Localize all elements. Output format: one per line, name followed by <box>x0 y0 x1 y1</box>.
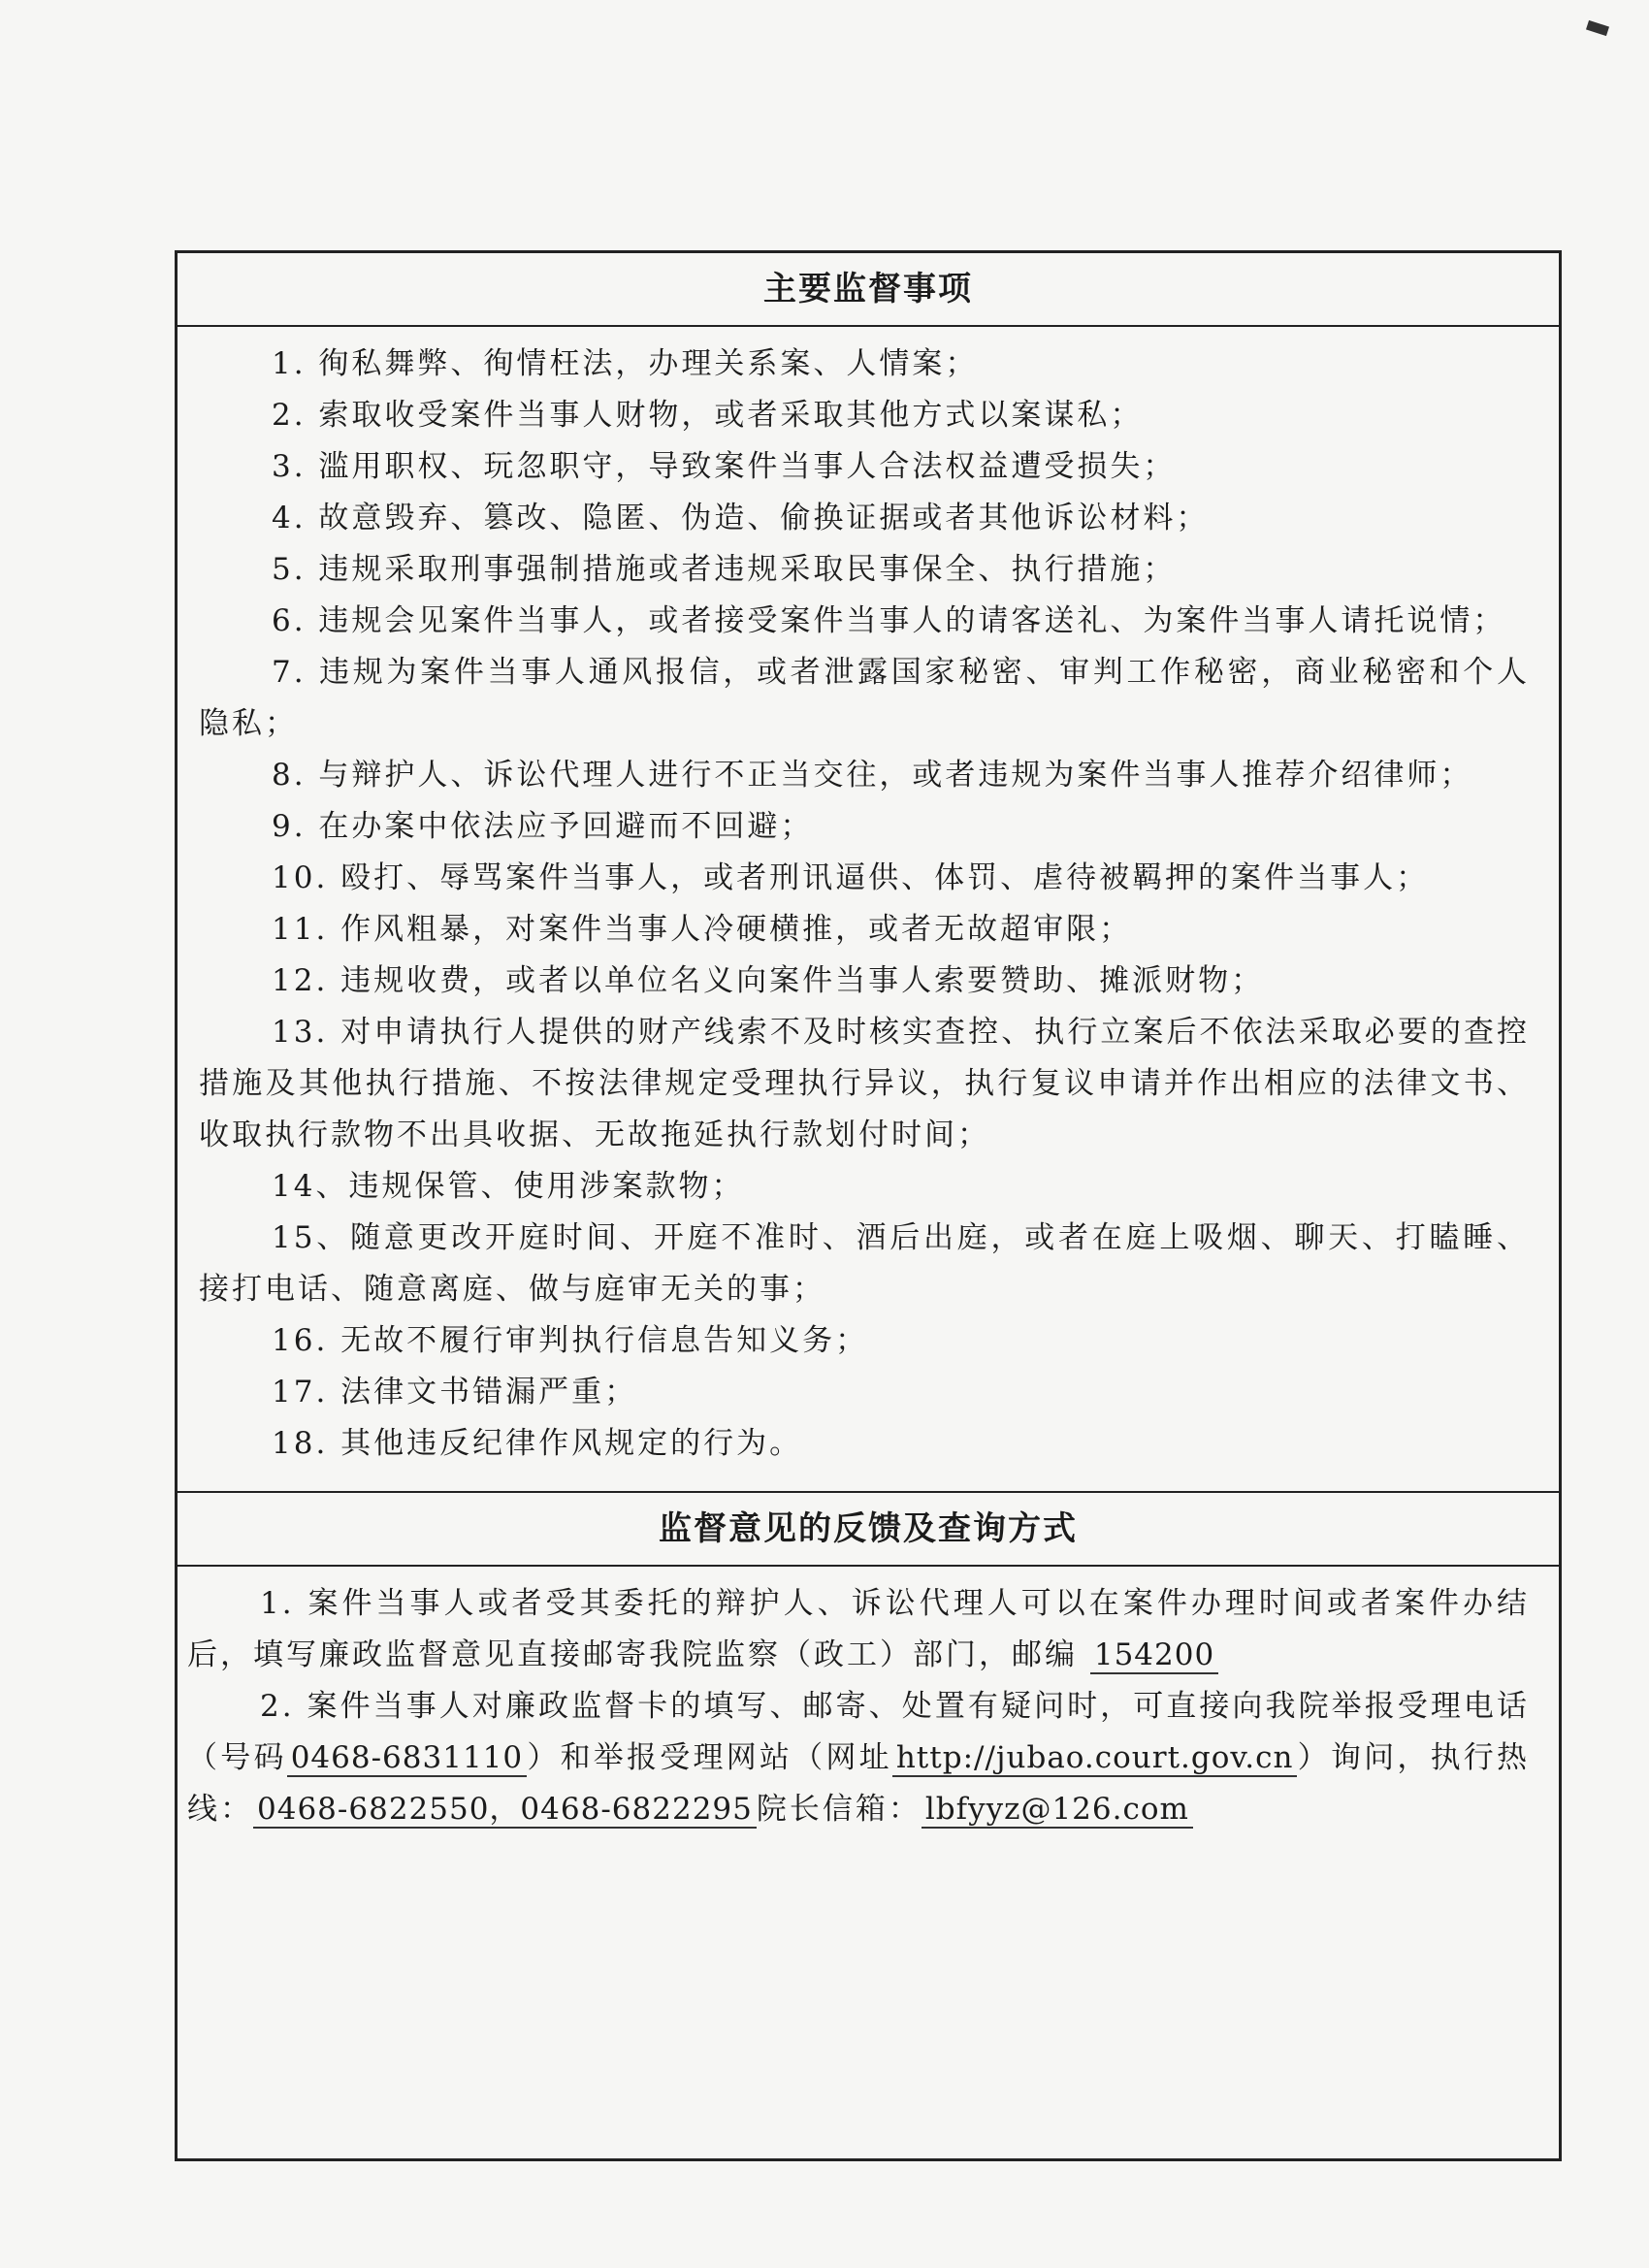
list-item: 2. 索取收受案件当事人财物，或者采取其他方式以案谋私； <box>272 398 1144 433</box>
report-phone-value: 0468-6831110 <box>287 1740 527 1777</box>
list-item: 16. 无故不履行审判执行信息告知义务； <box>272 1323 869 1358</box>
list-item: 12. 违规收费，或者以单位名义向案件当事人索要赞助、摊派财物； <box>272 963 1265 998</box>
list-item: 3. 滥用职权、玩忽职守，导致案件当事人合法权益遭受损失； <box>272 449 1177 484</box>
feedback-paragraph-1 <box>187 1578 1530 1681</box>
supervision-card <box>175 250 1562 2161</box>
feedback-section <box>178 1567 1559 1835</box>
feedback-text: ）询问，执行热线： <box>187 1740 1531 1827</box>
list-item: 8. 与辩护人、诉讼代理人进行不正当交往，或者违规为案件当事人推荐介绍律师； <box>272 758 1473 793</box>
feedback-paragraph-2 <box>187 1681 1530 1835</box>
list-item: 7. 违规为案件当事人通风报信，或者泄露国家秘密、审判工作秘密，商业秘密和个人隐私； <box>199 655 1530 741</box>
hotline-value: 0468-6822550，0468-6822295 <box>253 1792 757 1829</box>
list-item: 5. 违规采取刑事强制措施或者违规采取民事保全、执行措施； <box>272 552 1177 587</box>
scan-mark <box>1586 20 1609 36</box>
website-link[interactable]: http://jubao.court.gov.cn <box>892 1740 1298 1777</box>
list-item: 9. 在办案中依法应予回避而不回避； <box>272 809 814 844</box>
list-item: 4. 故意毁弃、篡改、隐匿、伪造、偷换证据或者其他诉讼材料； <box>272 501 1210 535</box>
list-item: 13. 对申请执行人提供的财产线索不及时核实查控、执行立案后不依法采取必要的查控措施及其他执行措施、不按法律规定受理执行异议，执行复议申请并作出相应的法律文书、收取执行款物不出具收据、无故拖延执行款划付时间； <box>199 1015 1530 1152</box>
list-item: 11. 作风粗暴，对案件当事人冷硬横推，或者无故超审限； <box>272 912 1133 947</box>
postcode-value: 154200 <box>1090 1637 1218 1674</box>
email-link[interactable]: lbfyyz@126.com <box>922 1792 1193 1829</box>
section-title-feedback: 监督意见的反馈及查询方式 <box>178 1491 1559 1567</box>
list-item: 18. 其他违反纪律作风规定的行为。 <box>272 1426 803 1461</box>
list-item: 10. 殴打、辱骂案件当事人，或者刑讯逼供、体罚、虐待被羁押的案件当事人； <box>272 860 1430 895</box>
list-item: 17. 法律文书错漏严重； <box>272 1375 638 1409</box>
list-item: 1. 徇私舞弊、徇情枉法，办理关系案、人情案； <box>272 346 979 381</box>
list-item: 15、随意更改开庭时间、开庭不准时、酒后出庭，或者在庭上吸烟、聊天、打瞌睡、接打电话、随意离庭、做与庭审无关的事； <box>199 1220 1530 1307</box>
feedback-text: 2. 案件当事人对廉政监督卡的填写、邮寄、处置有疑问时，可直接向我院举报受理电话（号码 <box>187 1689 1530 1775</box>
list-item: 14、违规保管、使用涉案款物； <box>272 1169 745 1204</box>
section-title-main-items: 主要监督事项 <box>178 253 1559 327</box>
list-item: 6. 违规会见案件当事人，或者接受案件当事人的请客送礼、为案件当事人请托说情； <box>272 603 1506 638</box>
feedback-text: 1. 案件当事人或者受其委托的辩护人、诉讼代理人可以在案件办理时间或者案件办结后，填写廉政监督意见直接邮寄我院监察（政工）部门，邮编 <box>187 1586 1530 1672</box>
feedback-text: ）和举报受理网站（网址 <box>527 1740 892 1775</box>
main-items-list <box>178 327 1559 1470</box>
feedback-text: 院长信箱： <box>756 1792 922 1827</box>
